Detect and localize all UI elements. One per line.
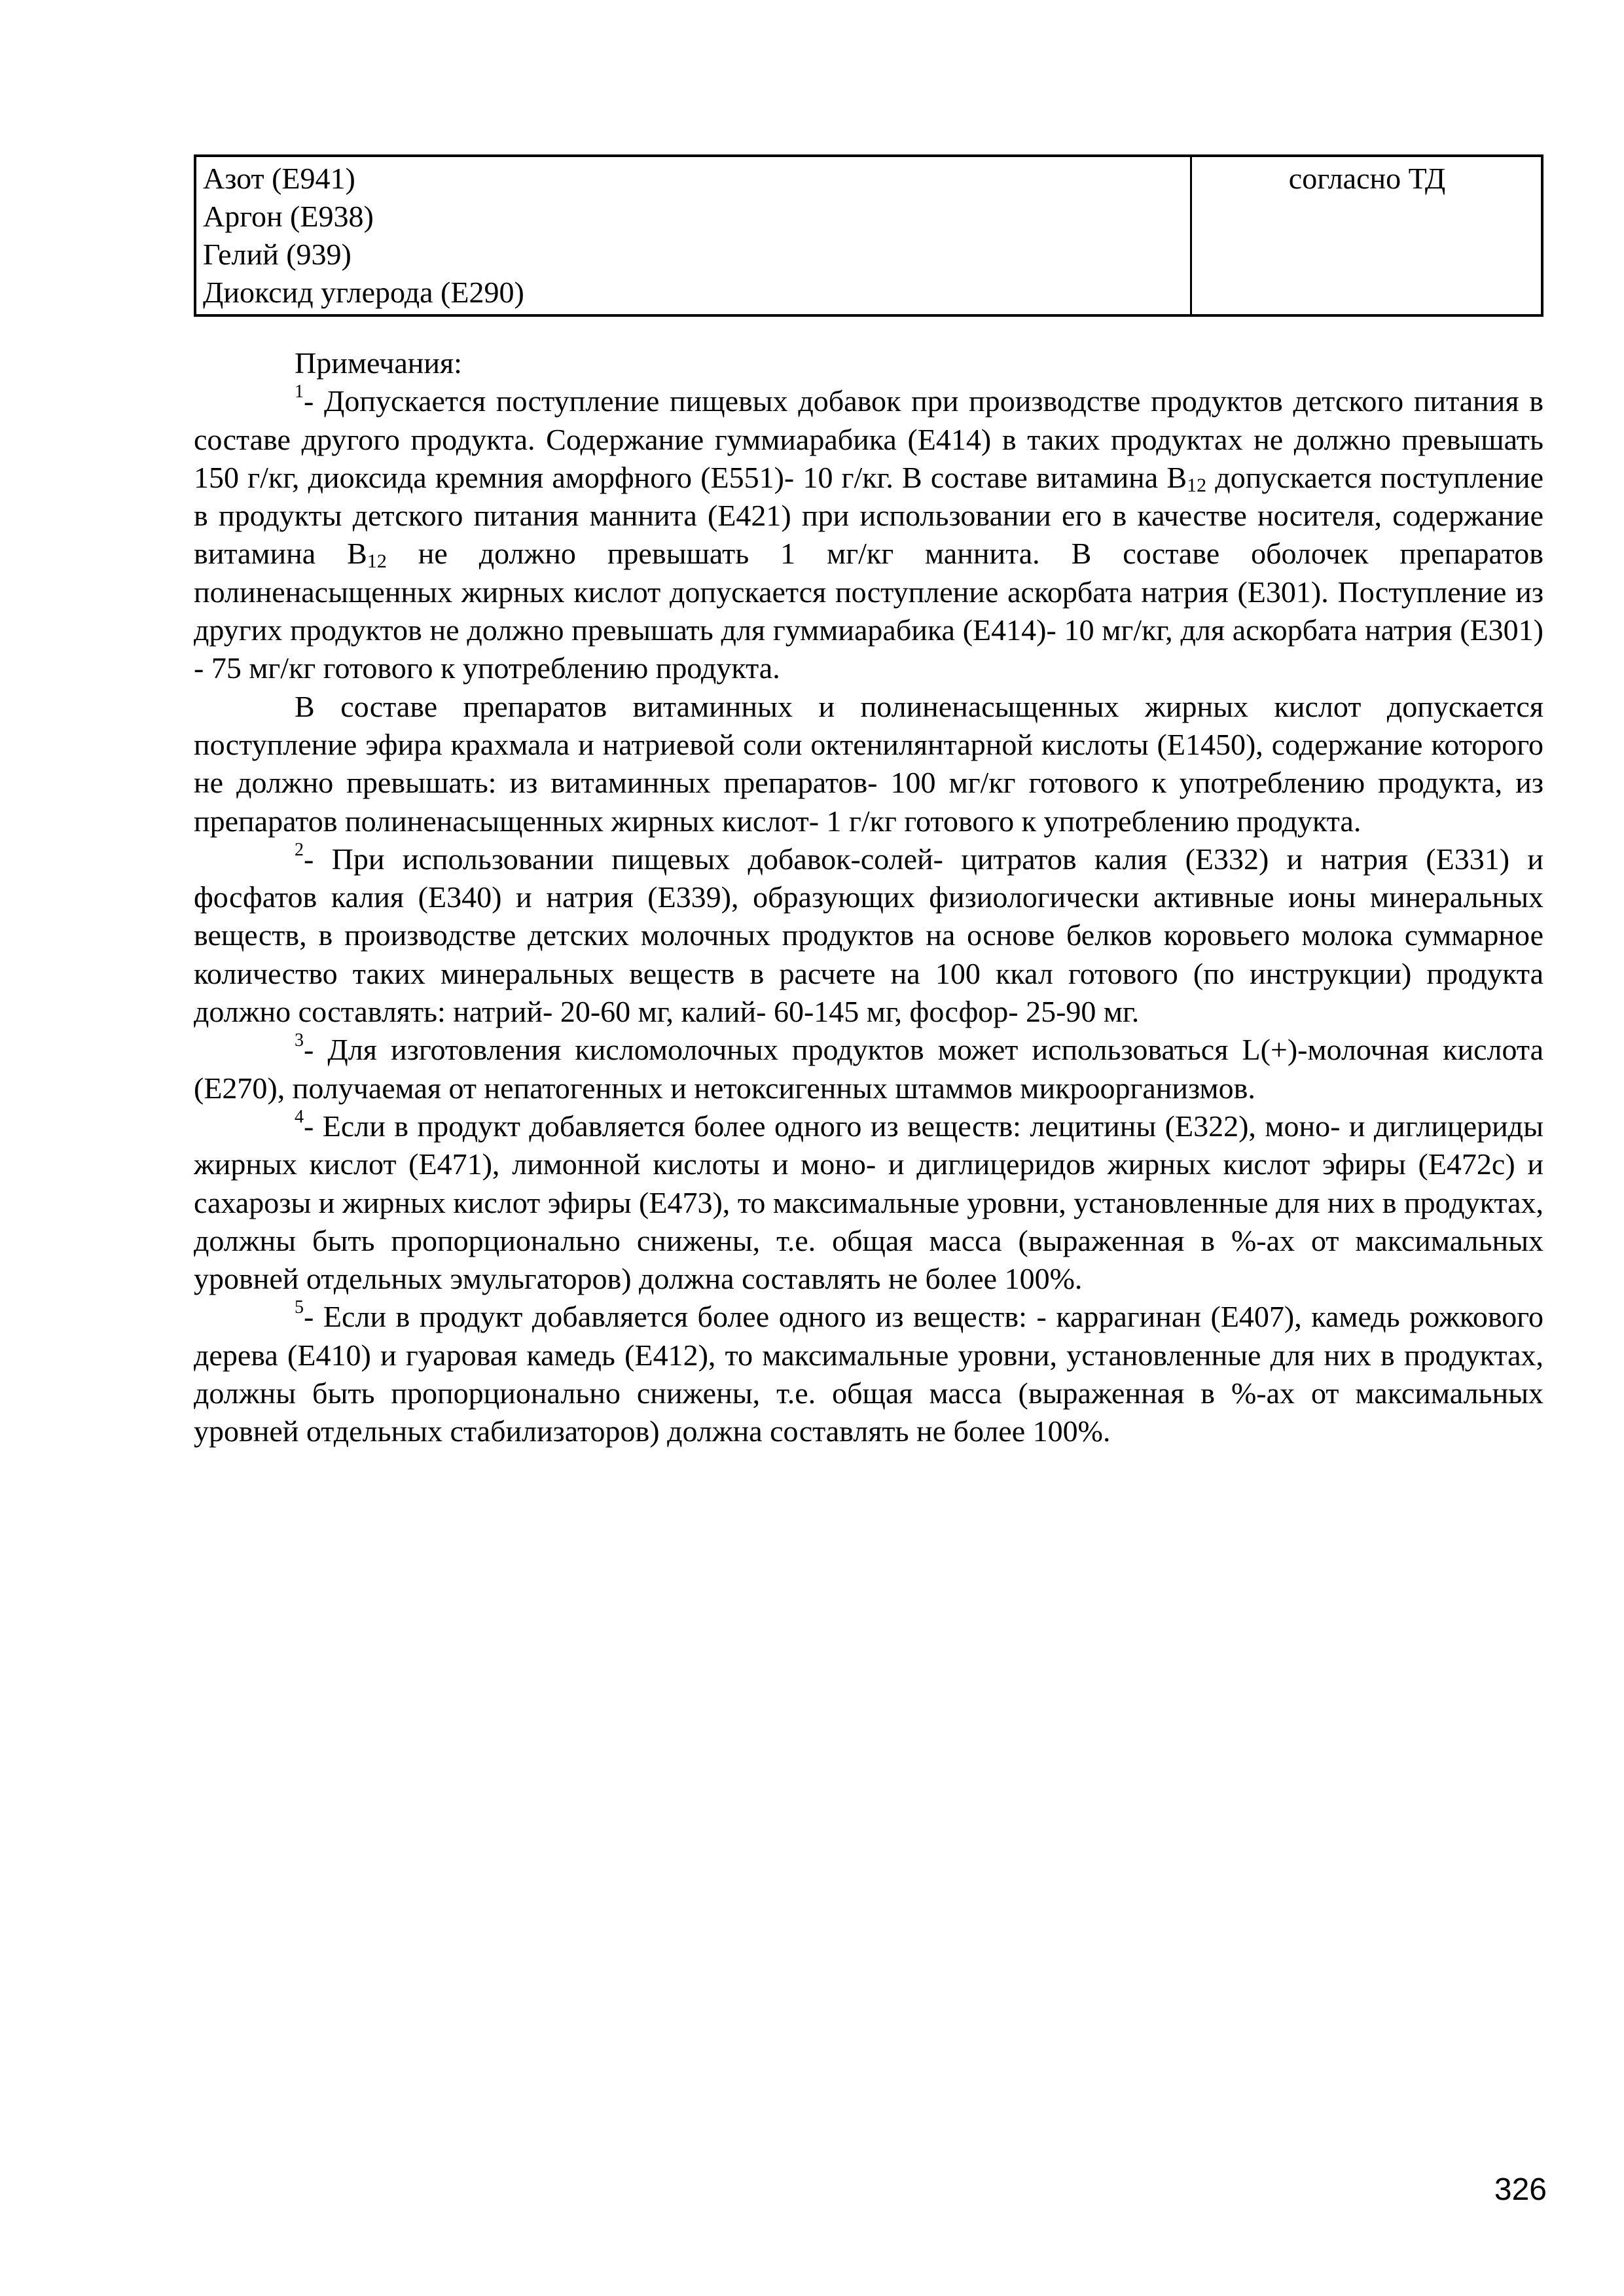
note-marker: 5 [295,1297,304,1318]
note-2-text: - При использовании пищевых добавок-солей- цитратов калия (Е332) и натрия (Е331) и фосфатов калия (Е340) и натрия (Е339), образующих физиологически активные ионы минеральных веществ, в производстве детских молочных продуктов на основе белков коровьего молока суммарное количество таких минеральных веществ в расчете на 100 ккал готового (по инструкции) продукта должно составлять: натрий- 20-60 мг, калий- 60-145 мг, фосфор- 25-90 мг. [194,842,1543,1029]
notes-section [194,344,1543,1451]
page-number: 326 [1494,2172,1547,2207]
notes-title: Примечания: [295,346,462,380]
additive-limit-cell [1191,156,1543,315]
additive-names-cell [195,156,1191,315]
note-1-text-b: допускается поступление в продукты детского питания маннита (Е421) при использовании его в качестве носителя, содержание витамина В [194,460,1543,571]
note-marker: 4 [295,1106,304,1127]
note-3-text: - Для изготовления кисломолочных продуктов может использоваться L(+)-молочная кислота (Е270), получаемая от непатогенных и нетоксигенных штаммов микроорганизмов. [194,1033,1543,1105]
note-marker: 1 [295,382,304,403]
note-1-continued: В составе препаратов витаминных и полиненасыщенных жирных кислот допускается поступление эфира крахмала и натриевой соли октенилянтарной кислоты (Е1450), содержание которого не должно превышать: из витаминных препаратов- 100 мг/кг готового к употреблению продукта, из препаратов полиненасыщенных жирных кислот- 1 г/кг готового к употреблению продукта. [194,689,1543,838]
note-1 [194,382,1543,687]
note-marker: 2 [295,839,304,860]
note-2 [194,840,1543,1031]
additive-name: Гелий (939) [203,238,352,271]
note-5-text: - Если в продукт добавляется более одного из веществ: - каррагинан (Е407), камедь рожкового дерева (Е410) и гуаровая камедь (Е412), то максимальные уровни, установленные для них в продуктах, должны быть пропорционально снижены, т.е. общая масса (выраженная в %-ах от максимальных уровней отдельных стабилизаторов) должна составлять не более 100%. [194,1300,1543,1448]
additive-name: Азот (Е941) [203,162,355,195]
note-marker: 3 [295,1030,304,1051]
subscript: 12 [1187,474,1207,496]
note-4 [194,1107,1543,1298]
additive-name: Диоксид углерода (Е290) [203,276,524,309]
note-5 [194,1298,1543,1450]
note-4-text: - Если в продукт добавляется более одного из веществ: лецитины (Е322), моно- и диглицериды жирных кислот (Е471), лимонной кислоты и моно- и диглицеридов жирных кислот эфиры (Е472с) и сахарозы и жирных кислот эфиры (Е473), то максимальные уровни, установленные для них в продуктах, должны быть пропорционально снижены, т.е. общая масса (выраженная в %-ах от максимальных уровней отдельных эмульгаторов) должна составлять не более 100%. [194,1109,1543,1296]
subscript: 12 [367,550,387,573]
additives-table [194,154,1543,317]
note-1-text-a: - Допускается поступление пищевых добавок при производстве продуктов детского питания в составе другого продукта. Содержание гуммиарабика (Е414) в таких продуктах не должно превышать 150 г/кг, диоксида кремния аморфного (Е551)- 10 г/кг. В составе витамина В [194,384,1543,494]
additive-limit-text: согласно ТД [1288,162,1446,195]
note-1-text-c: не должно превышать 1 мг/кг маннита. В составе оболочек препаратов полиненасыщенных жирных кислот допускается поступление аскорбата натрия (Е301). Поступление из других продуктов не должно превышать для гуммиарабика (Е414)- 10 мг/кг, для аскорбата натрия (Е301) - 75 мг/кг готового к употреблению продукта. [194,537,1543,685]
note-3 [194,1031,1543,1107]
additive-name: Аргон (Е938) [203,200,374,233]
table-row [195,156,1542,315]
